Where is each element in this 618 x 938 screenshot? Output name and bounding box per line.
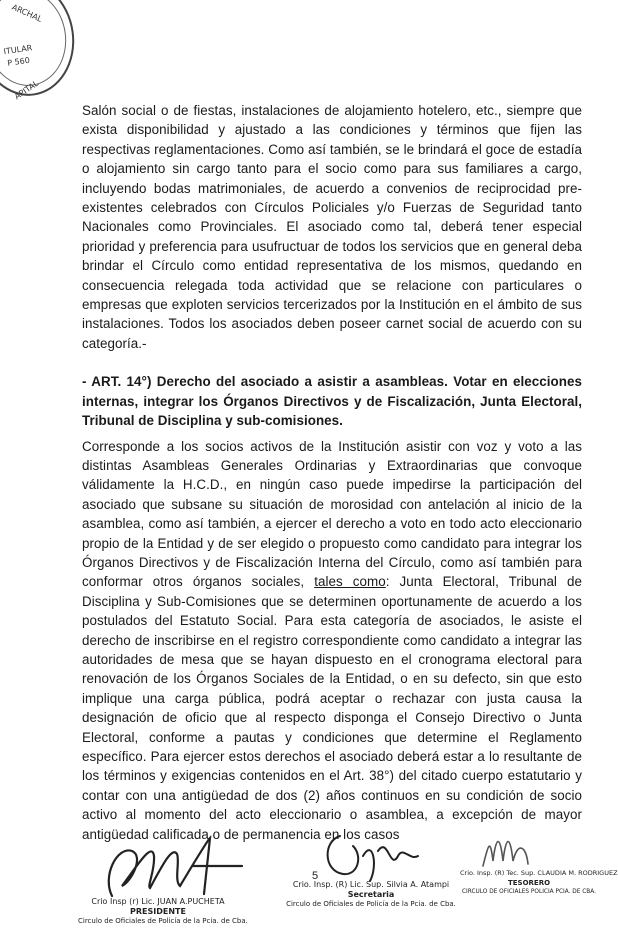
signature-secretary [286,880,456,909]
signature-treasurer-role: TESORERO [507,879,551,887]
document-body [82,101,582,844]
page-number: 5 [312,870,319,882]
signature-treasurer-name: Crio. Insp. (R) Tec. Sup. CLAUDIA M. RODRIGUEZ [460,869,618,877]
paragraph-assembly-rights [82,437,582,845]
signature-treasurer-scribble [478,826,548,871]
signature-president-org: Circulo de Oficiales de Policía de la Pcia. de Cba. [78,917,248,925]
paragraph-services: Salón social o de fiestas, instalaciones de alojamiento hotelero, etc., siempre que exista disponibilidad y ajustado a las condiciones y términos que fijen las respectivas reglamentaciones. Como así también, se le brindará el goce de estadía o alojamiento sin cargo tanto para el socio como para sus familiares a cargo, incluyendo bodas matrimoniales, de acuerdo a convenios de reciprocidad pre-existentes celebrados con Círculos Policiales y/o Fuerzas de Seguridad tanto Nacionales como Provinciales. El asociado como tal, deberá tener especial prioridad y preferencia para usufructuar de todos los servicios que en general deba brindar el Círculo como entidad representativa de los mismos, quedando en consecuencia relegada toda actividad que se relacione con particulares o empresas que exploten servicios tercerizados por la Institución en el ámbito de sus instalaciones. Todos los asociados deben poseer carnet social de acuerdo con su categoría.- [82,103,582,351]
stamp-text-bottom: APITAL [12,78,41,102]
signature-treasurer-org: CIRCULO DE OFICIALES POLICIA PCIA. DE CBA. [462,889,596,895]
signature-president [78,897,248,926]
signature-president-role: PRESIDENTE [130,907,186,916]
signature-secretary-name: Crio. Insp. (R) Lic. Sup. Silvia A. Atampi [292,880,450,889]
signature-secretary-org: Circulo de Oficiales de Policía de la Pcia. de Cba. [286,900,456,908]
stamp-text-line2: ITULAR [3,43,33,57]
signature-treasurer [460,868,618,897]
signature-president-name: Crio Insp (r) Lic. JUAN A.PUCHETA [91,897,225,906]
paragraph-assembly-rights-part-b: : Junta Electoral, Tribunal de Disciplina y Sub-Comisiones que se determinen oportunamente de acuerdo a los postulados del Estatuto Social. Para esta categoría de asociados, le asiste el derecho de inscribirse en el registro correspondiente como candidato a integrar las autoridades de mesa que se hayan dispuesto en el cronograma electoral para renovación de los Órganos Sociales de la Entidad, o en su defecto, sin que esto implique una carga pública, podrá aceptar o rechazar con justa causa la designación de oficio que al respecto disponga el Consejo Directivo o Junta Electoral, conforme a pautas y condiciones que determine el Reglamento específico. Para ejercer estos derechos el asociado deberá estar a lo resultante de los términos y exigencias contenidos en el Art. 38°) del citado cuerpo estatutario y contar con una antigüedad de dos (2) años continuos en su condición de socio activo al momento del acto eleccionario o asamblea, a excepción de mayor antigüedad calificada o de permanencia en los casos [82,574,582,842]
article-14-heading: - ART. 14°) Derecho del asociado a asistir a asambleas. Votar en elecciones internas, integrar los Órganos Directivos y de Fiscalización, Junta Electoral, Tribunal de Disciplina y sub-comisiones. [82,374,582,429]
paragraph-assembly-rights-part-a: Corresponde a los socios activos de la Institución asistir con voz y voto a las distintas Asambleas Generales Ordinarias y Extraordinarias que convoque válidamente la H.C.D., en ningún caso puede impedirse la participación del asociado que subsane su situación de morosidad con antelación al inicio de la asamblea, como así también, a ejercer el derecho a voto en todo acto eleccionario propio de la Entidad y de ser elegido o propuesto como candidato para integrar los Órganos Directivos y de Fiscalización Interna del Círculo, como así también para conformar otros órganos sociales, [82,438,582,590]
signature-secretary-scribble [318,826,428,886]
stamp-text-line3: P 560 [6,55,31,68]
underlined-phrase: tales como [314,574,386,590]
official-stamp [0,0,82,102]
stamp-text-top: ARCHAL [10,2,44,24]
signature-president-scribble [92,826,252,906]
signature-secretary-role: Secretaria [347,890,395,899]
